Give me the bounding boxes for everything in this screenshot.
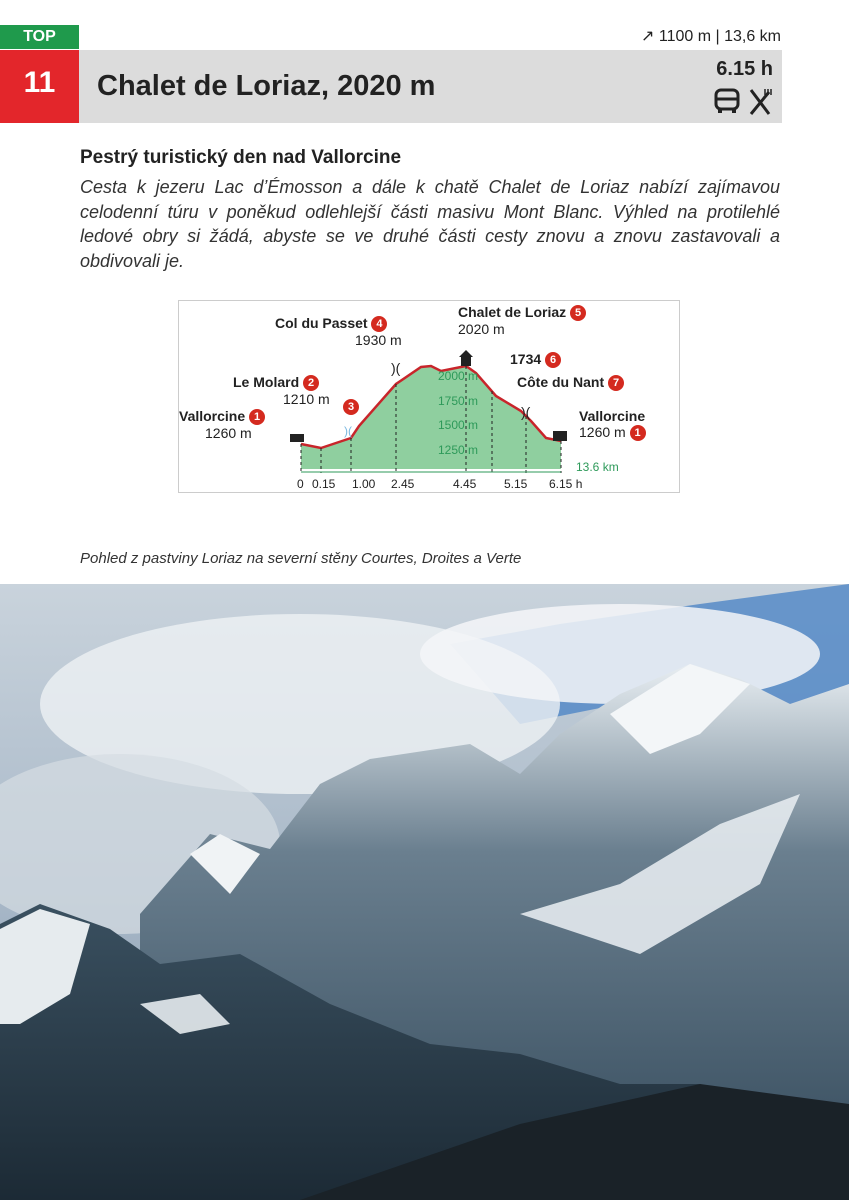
time-label: 0.15 <box>312 477 336 491</box>
elevation-label: 1750 m <box>438 394 479 408</box>
point-4: Col du Passet 4 1930 m <box>275 315 402 348</box>
point-7: Côte du Nant 7 <box>517 374 624 391</box>
page-title: Chalet de Loriaz, 2020 m <box>97 70 436 102</box>
point-3: 3 <box>343 398 359 415</box>
restaurant-icon <box>747 88 773 116</box>
top-badge: TOP <box>0 25 79 49</box>
elevation-label: 2000 m <box>438 369 479 383</box>
intro-text: Cesta k jezeru Lac d’Émosson a dále k chatě Chalet de Loriaz nabízí zajímavou celodenní túru v poněkud odlehlejší části masivu Mont Blanc. Výhled na protilehlé ledové obry si žádá, abyste se ve druhé části cesty znovu a znovu zastavovali a obdivovali je. <box>80 177 780 271</box>
elevation-label: 1250 m <box>438 443 479 457</box>
village-icon <box>553 431 567 441</box>
amenity-icons <box>713 88 773 116</box>
time-label: 2.45 <box>391 477 415 491</box>
time-label: 4.45 <box>453 477 477 491</box>
section-subtitle: Pestrý turistický den nad Vallorcine <box>80 147 402 168</box>
point-6: 1734 6 <box>510 351 561 368</box>
time-label: 5.15 <box>504 477 528 491</box>
point-2: Le Molard 2 1210 m <box>233 374 330 407</box>
village-icon <box>290 434 304 442</box>
bus-icon <box>713 88 741 114</box>
point-1-start: Vallorcine 1 1260 m <box>179 408 265 441</box>
route-stats: ↗ 1100 m | 13,6 km <box>641 28 781 45</box>
point-5: Chalet de Loriaz 5 2020 m <box>458 304 586 337</box>
route-number: 11 <box>0 50 79 123</box>
point-1-end: Vallorcine 1260 m 1 <box>579 408 646 440</box>
photo-caption: Pohled z pastviny Loriaz na severní stěny Courtes, Droites a Verte <box>80 550 522 567</box>
pass-icon: )( <box>391 360 401 376</box>
pass-icon: )( <box>521 404 531 420</box>
route-duration: 6.15 h <box>716 58 773 80</box>
hut-icon <box>461 356 471 366</box>
mountain-photo <box>0 584 849 1200</box>
elevation-label: 1500 m <box>438 418 479 432</box>
time-label: 6.15 h <box>549 477 583 491</box>
time-label: 1.00 <box>352 477 376 491</box>
distance-label: 13.6 km <box>576 460 619 474</box>
bridge-icon: )( <box>344 424 352 438</box>
elevation-profile <box>178 300 680 493</box>
time-label: 0 <box>297 477 304 491</box>
